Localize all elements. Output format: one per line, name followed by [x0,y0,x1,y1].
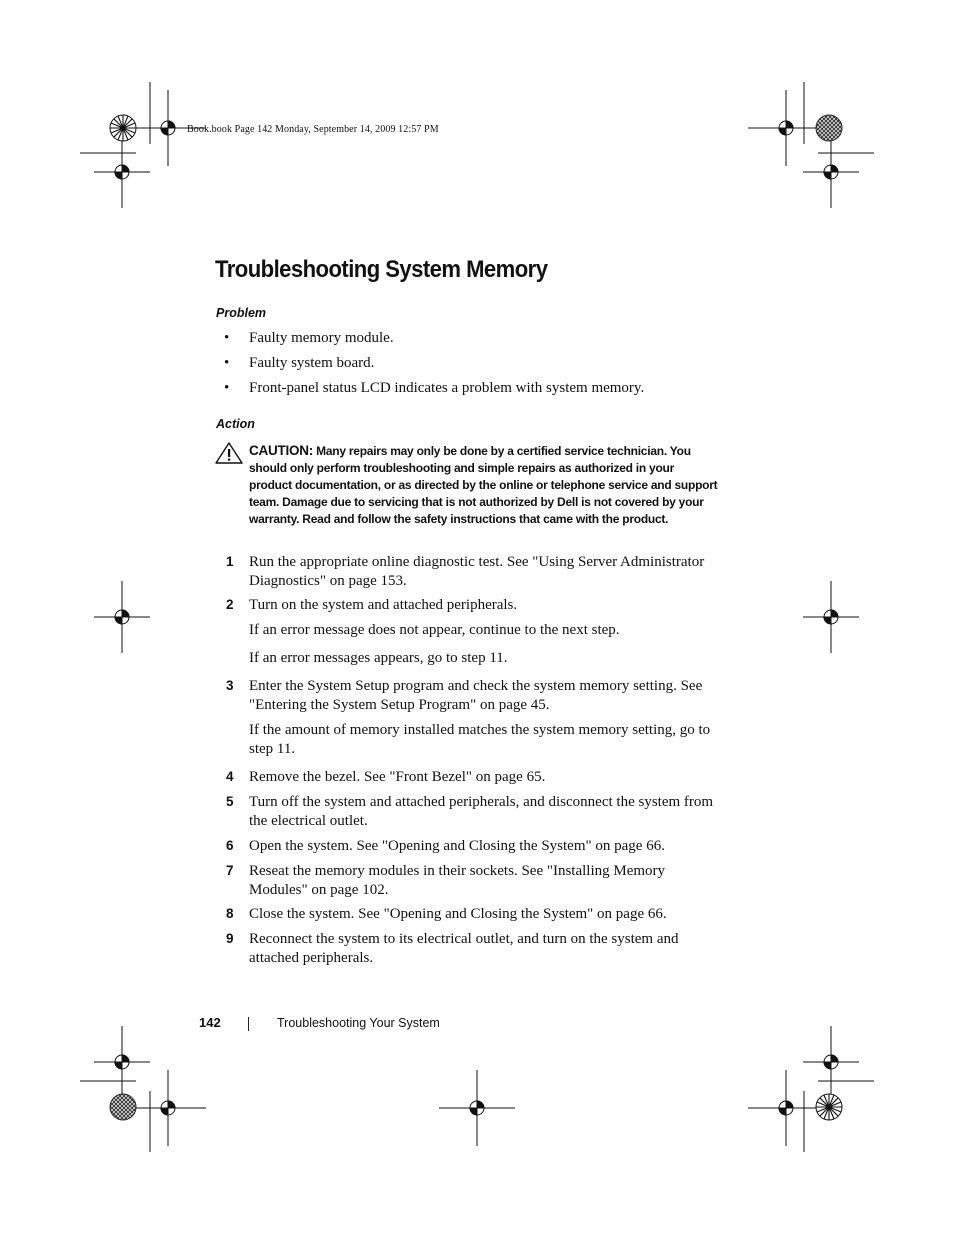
step-text: Run the appropriate online diagnostic test. See "Using Server Administrator Diagnostics" on page 153. [249,554,705,589]
bullet-glyph: • [224,355,230,371]
bullet-glyph: • [224,330,230,346]
step-number: 8 [226,906,234,921]
footer-section-title: Troubleshooting Your System [277,1016,440,1030]
step-number: 5 [226,794,234,809]
step-number: 7 [226,863,234,878]
step-text: Enter the System Setup program and check the system memory setting. See "Entering the System Setup Program" on page 45. [249,678,703,713]
print-header: Book.book Page 142 Monday, September 14, 2009 12:57 PM [187,124,439,135]
step-note: If the amount of memory installed matches the system memory setting, go to step 11. [249,722,711,757]
action-heading: Action [216,417,255,431]
step-number: 6 [226,838,234,853]
caution-triangle-icon [215,442,243,464]
step-text: Remove the bezel. See "Front Bezel" on page 65. [249,769,546,785]
step-text: Reseat the memory modules in their sockets. See "Installing Memory Modules" on page 102. [249,863,666,898]
step-text: Turn on the system and attached peripherals. [249,597,518,613]
problem-item: Faulty memory module. [249,330,394,346]
step-note: If an error messages appears, go to step 11. [249,650,508,666]
caution-text: Many repairs may only be done by a certified service technician. You should only perform troubleshooting and simple repairs as authorized in your product documentation, or as directed by the online or telephone service and support team. Damage due to servicing that is not authorized by Dell is not covered by your warranty. Read and follow the safety instructions that came with the product. [249,444,718,526]
step-text: Reconnect the system to its electrical outlet, and turn on the system and attached peripherals. [249,931,679,966]
step-note: If an error message does not appear, continue to the next step. [249,622,620,638]
footer-divider [248,1017,249,1031]
problem-item: Faulty system board. [249,355,375,371]
step-number: 1 [226,554,234,569]
registration-targets [94,90,859,1146]
step-text: Open the system. See "Opening and Closing the System" on page 66. [249,838,665,854]
problem-heading: Problem [216,306,267,320]
page-number: 142 [199,1015,221,1030]
caution-label: CAUTION: [249,443,313,458]
problem-item: Front-panel status LCD indicates a problem with system memory. [249,380,645,396]
step-text: Close the system. See "Opening and Closing the System" on page 66. [249,906,667,922]
step-number: 9 [226,931,234,946]
bullet-glyph: • [224,380,230,396]
caution-notice [249,442,719,528]
step-text: Turn off the system and attached peripherals, and disconnect the system from the electrical outlet. [249,794,714,829]
page-title: Troubleshooting System Memory [215,256,548,283]
step-number: 4 [226,769,234,784]
step-number: 3 [226,678,234,693]
step-number: 2 [226,597,234,612]
